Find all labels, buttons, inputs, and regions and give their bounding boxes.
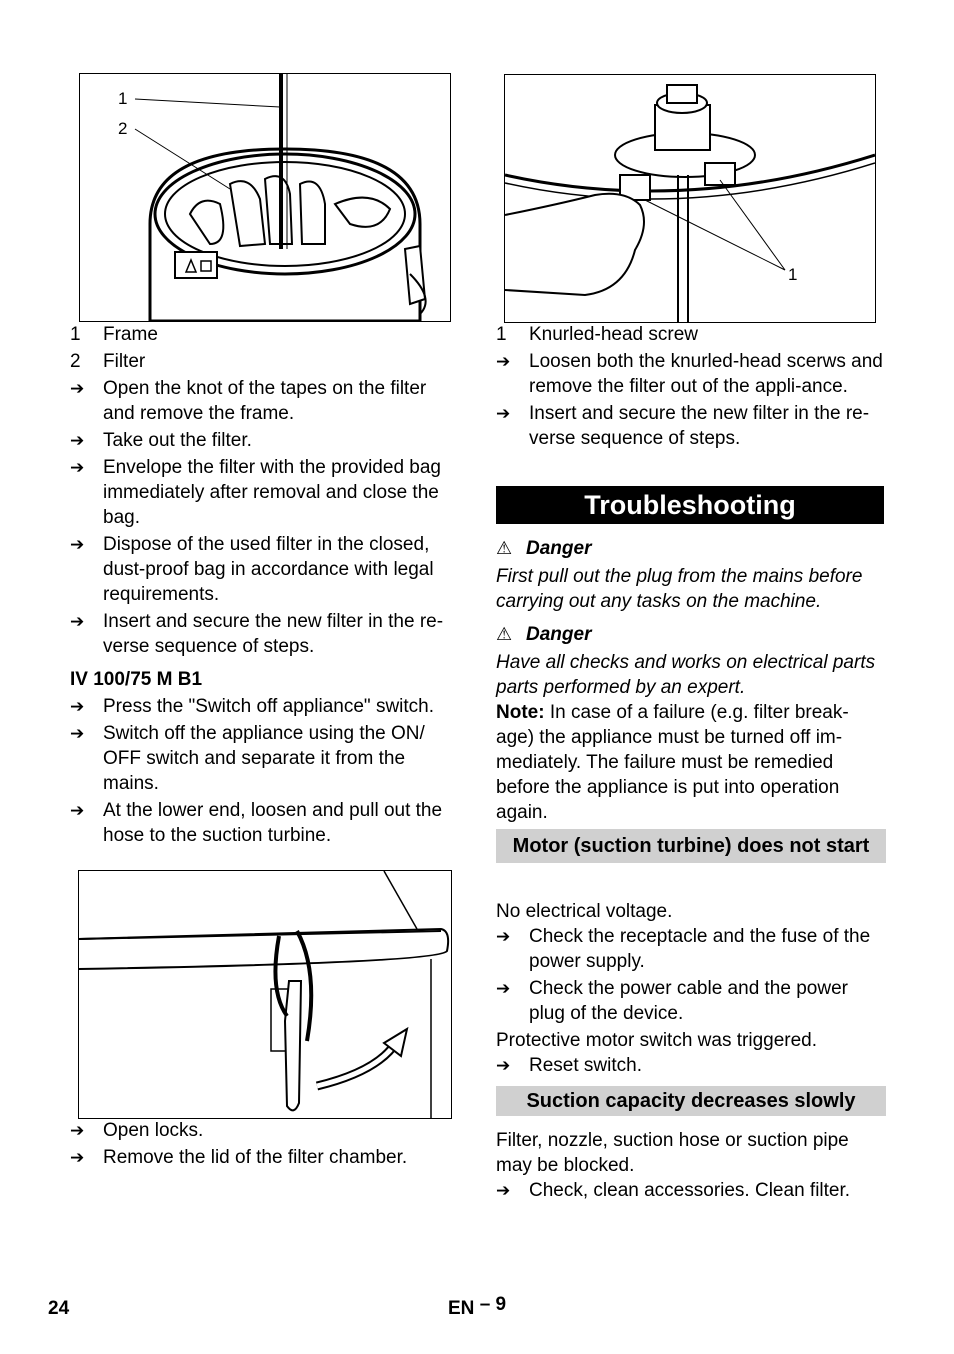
callout-2: 2: [118, 119, 128, 138]
cause-text: No electrical voltage.: [496, 901, 673, 922]
step-item: ➔ Press the "Switch off appliance" switch.: [70, 696, 435, 717]
warning-triangle-icon: ⚠: [496, 538, 513, 558]
arrow-right-icon: ➔: [496, 979, 511, 998]
step-item: ➔ Dispose of the used filter in the closed, dust-proof bag in accordance with legal requirements.: [70, 534, 434, 605]
arrow-right-icon: ➔: [70, 801, 85, 820]
page-number: 24: [48, 1298, 70, 1319]
step-item: ➔ Loosen both the knurled-head scerws and remove the filter out of the appli-ance.: [496, 351, 883, 397]
arrow-right-icon: ➔: [496, 352, 511, 371]
legend-item: 1 Knurled-head screw: [496, 324, 698, 345]
step-item: ➔ Reset switch.: [496, 1055, 642, 1076]
arrow-right-icon: ➔: [70, 535, 85, 554]
step-item: ➔ Envelope the filter with the provided bag immediately after removal and close the bag.: [70, 457, 441, 528]
callout-1: 1: [788, 265, 798, 284]
figure-filter-frame: [79, 73, 451, 322]
arrow-right-icon: ➔: [70, 379, 85, 398]
cause-text: Filter, nozzle, suction hose or suction pipe may be blocked.: [496, 1130, 849, 1176]
legend-item: 1 Frame: [70, 324, 158, 345]
section-title-troubleshooting: Troubleshooting: [496, 486, 884, 524]
subsection-suction-capacity: Suction capacity decreases slowly: [496, 1086, 886, 1116]
danger-heading: ⚠ Danger: [496, 624, 592, 645]
callout-1: 1: [118, 89, 128, 108]
danger-text: First pull out the plug from the mains before carrying out any tasks on the machine.: [496, 566, 863, 612]
arrow-right-icon: ➔: [70, 431, 85, 450]
step-item: ➔ Check, clean accessories. Clean filter.: [496, 1180, 851, 1201]
step-item: ➔ Check the power cable and the power plug of the device.: [496, 978, 848, 1024]
arrow-right-icon: ➔: [70, 697, 85, 716]
arrow-right-icon: ➔: [496, 927, 511, 946]
step-item: ➔ Check the receptacle and the fuse of the power supply.: [496, 926, 871, 972]
footer-lang: EN – 9: [448, 1294, 507, 1319]
step-item: ➔ At the lower end, loosen and pull out the hose to the suction turbine.: [70, 800, 443, 846]
step-item: ➔ Take out the filter.: [70, 430, 252, 451]
arrow-right-icon: ➔: [496, 1181, 511, 1200]
note-paragraph: Note: In case of a failure (e.g. filter break-age) the appliance must be turned off im-mediately. The failure must be remedied before the appliance is put into operation again.: [496, 702, 849, 823]
lid-locks-illustration: [79, 871, 451, 1118]
arrow-right-icon: ➔: [70, 612, 85, 631]
filter-frame-illustration: [80, 74, 450, 321]
cause-text: Protective motor switch was triggered.: [496, 1030, 818, 1051]
danger-text: Have all checks and works on electrical parts parts performed by an expert.: [496, 652, 876, 698]
step-item: ➔ Open the knot of the tapes on the filter and remove the frame.: [70, 378, 427, 424]
step-item: ➔ Insert and secure the new filter in the re-verse sequence of steps.: [496, 403, 870, 449]
figure-lid-locks: [78, 870, 452, 1119]
arrow-right-icon: ➔: [70, 724, 85, 743]
arrow-right-icon: ➔: [496, 404, 511, 423]
arrow-right-icon: ➔: [70, 1121, 85, 1140]
arrow-right-icon: ➔: [70, 458, 85, 477]
danger-heading: ⚠ Danger: [496, 538, 592, 559]
figure-knurled-screws: [504, 74, 876, 323]
step-item: ➔ Insert and secure the new filter in the re-verse sequence of steps.: [70, 611, 444, 657]
step-item: ➔ Switch off the appliance using the ON/ OFF switch and separate it from the mains.: [70, 723, 425, 794]
step-item: ➔ Open locks.: [70, 1120, 204, 1141]
subheading: IV 100/75 M B1: [70, 669, 203, 690]
subsection-motor-not-start: Motor (suction turbine) does not start: [496, 829, 886, 863]
warning-triangle-icon: ⚠: [496, 624, 513, 644]
arrow-right-icon: ➔: [496, 1056, 511, 1075]
knurled-screws-illustration: [505, 75, 875, 322]
step-item: ➔ Remove the lid of the filter chamber.: [70, 1147, 408, 1168]
arrow-right-icon: ➔: [70, 1148, 85, 1167]
legend-item: 2 Filter: [70, 351, 146, 372]
